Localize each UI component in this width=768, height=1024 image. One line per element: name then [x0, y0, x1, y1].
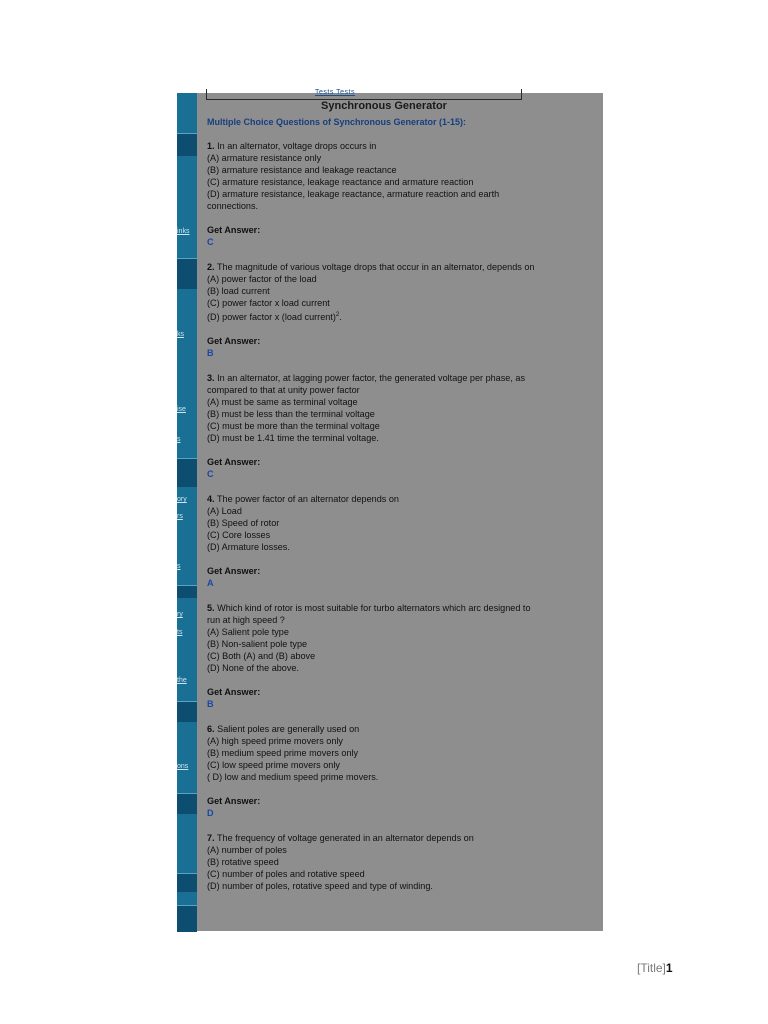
option: (D) number of poles, rotative speed and type of winding.: [207, 881, 433, 892]
sidebar-link[interactable]: the: [177, 677, 187, 684]
question-block: [207, 261, 537, 359]
sidebar-link[interactable]: ons: [177, 763, 189, 770]
get-answer-label[interactable]: Get Answer:: [207, 687, 261, 698]
sidebar: [177, 93, 197, 931]
sidebar-block: [177, 258, 197, 289]
option: (B) Speed of rotor: [207, 518, 280, 529]
sidebar-link[interactable]: ry: [177, 611, 183, 618]
option: (A) must be same as terminal voltage: [207, 397, 358, 408]
answer-value: B: [207, 699, 214, 710]
option: (A) high speed prime movers only: [207, 736, 343, 747]
option: (D) armature resistance, leakage reactance, armature reaction and earth connections.: [207, 189, 500, 211]
answer-value: A: [207, 578, 214, 589]
option: (A) Load: [207, 506, 242, 517]
question-text: 1. In an alternator, voltage drops occurs in: [207, 141, 377, 151]
option: (C) Core losses: [207, 530, 271, 541]
get-answer-label[interactable]: Get Answer:: [207, 336, 261, 347]
get-answer-label[interactable]: Get Answer:: [207, 796, 261, 807]
scanned-page-image: [177, 89, 603, 931]
option: (B) armature resistance and leakage reactance: [207, 165, 397, 175]
option: (A) armature resistance only: [207, 153, 322, 163]
option: (A) Salient pole type: [207, 627, 289, 638]
option: (B) must be less than the terminal voltage: [207, 409, 375, 420]
sidebar-block: [177, 905, 197, 932]
option: (C) must be more than the terminal voltage: [207, 421, 380, 432]
option: (C) number of poles and rotative speed: [207, 869, 365, 880]
sidebar-block: [177, 133, 197, 156]
option: (B) rotative speed: [207, 857, 279, 868]
answer-value: B: [207, 348, 214, 359]
get-answer-label[interactable]: Get Answer:: [207, 225, 261, 235]
question-text: 2. The magnitude of various voltage drops that occur in an alternator, depends on: [207, 262, 535, 272]
sidebar-link[interactable]: s: [177, 436, 181, 443]
question-text: 5. Which kind of rotor is most suitable for turbo alternators which arc designed to run at high speed ?: [207, 603, 531, 626]
question-block: [207, 723, 537, 819]
option: ( D) low and medium speed prime movers.: [207, 772, 379, 783]
option: (C) power factor x load current: [207, 298, 330, 308]
question-text: 4. The power factor of an alternator depends on: [207, 494, 399, 505]
sidebar-block: [177, 873, 197, 892]
option: (B) Non-salient pole type: [207, 639, 308, 650]
option: (D) power factor x (load current)$^2$.: [207, 312, 342, 323]
sidebar-link[interactable]: ise: [177, 406, 186, 413]
question-text: 7. The frequency of voltage generated in an alternator depends on: [207, 833, 474, 844]
question-block: [207, 493, 537, 589]
answer-value: C: [207, 237, 214, 247]
question-block: [207, 602, 537, 710]
sidebar-block: [177, 701, 197, 722]
question-text: 6. Salient poles are generally used on: [207, 724, 360, 735]
question-content: [207, 100, 537, 892]
answer-value: C: [207, 469, 214, 480]
title-placeholder: [Title]: [637, 961, 666, 975]
sidebar-link[interactable]: ts: [177, 629, 183, 636]
section-heading: Multiple Choice Questions of Synchronous Generator (1-15):: [207, 117, 467, 127]
option: (A) power factor of the load: [207, 274, 317, 284]
option: (C) armature resistance, leakage reactance and armature reaction: [207, 177, 474, 187]
sidebar-block: [177, 585, 197, 598]
top-nav-box: [206, 89, 522, 100]
option: (C) Both (A) and (B) above: [207, 651, 316, 662]
sidebar-link[interactable]: s: [177, 563, 181, 570]
question-block: [207, 372, 537, 480]
question-text: 3. In an alternator, at lagging power factor, the generated voltage per phase, as compared to that at unity power factor: [207, 373, 526, 396]
option: (B) load current: [207, 286, 270, 296]
option: (C) low speed prime movers only: [207, 760, 340, 771]
sidebar-block: [177, 458, 197, 487]
answer-value: D: [207, 808, 214, 819]
sidebar-block: [177, 793, 197, 814]
sidebar-link[interactable]: inks: [177, 228, 190, 235]
option: (B) medium speed prime movers only: [207, 748, 359, 759]
sidebar-link[interactable]: ory: [177, 496, 187, 503]
page-number: 1: [665, 961, 673, 975]
question-block: [207, 140, 537, 248]
option: (D) None of the above.: [207, 663, 299, 674]
sidebar-link[interactable]: rs: [177, 513, 183, 520]
option: (D) Armature losses.: [207, 542, 290, 553]
page-footer: [637, 961, 673, 975]
get-answer-label[interactable]: Get Answer:: [207, 566, 261, 577]
get-answer-label[interactable]: Get Answer:: [207, 457, 261, 468]
question-block: [207, 832, 537, 892]
option: (A) number of poles: [207, 845, 287, 856]
option: (D) must be 1.41 time the terminal voltage.: [207, 433, 379, 444]
top-nav-links[interactable]: Tests Tests: [315, 89, 355, 96]
page-title: Synchronous Generator: [321, 100, 447, 112]
sidebar-link[interactable]: ks: [177, 331, 184, 338]
